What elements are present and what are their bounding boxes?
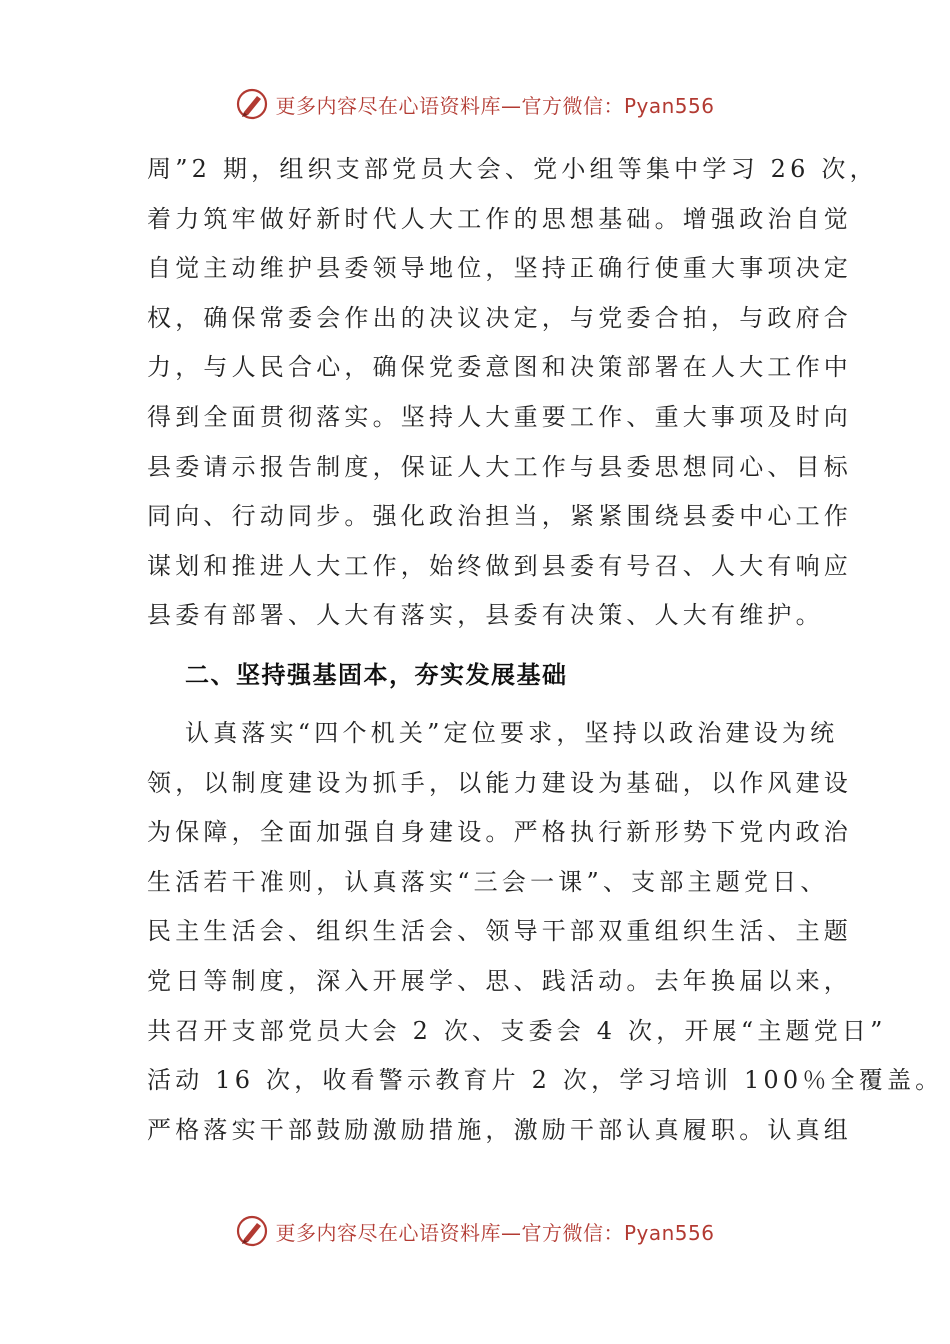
document-body	[147, 145, 944, 1155]
text-line: 得到全面贯彻落实。坚持人大重要工作、重大事项及时向	[147, 402, 852, 431]
text-line: 为保障，全面加强自身建设。严格执行新形势下党内政治	[147, 818, 852, 847]
text-line: 力，与人民合心，确保党委意图和决策部署在人大工作中	[147, 353, 852, 382]
paragraph-1	[147, 145, 878, 641]
text-line: 自觉主动维护县委领导地位，坚持正确行使重大事项决定	[147, 254, 852, 283]
pen-logo-icon	[235, 87, 269, 121]
pen-logo-icon	[235, 1214, 269, 1248]
header-banner	[0, 84, 950, 124]
text-line: 共召开支部党员大会 2 次、支委会 4 次，开展“主题党日”	[147, 1016, 887, 1045]
text-line: 权，确保常委会作出的决议决定，与党委合拍，与政府合	[147, 303, 852, 332]
text-line: 周”2 期，组织支部党员大会、党小组等集中学习 26 次，	[147, 155, 878, 183]
text-line: 县委有部署、人大有落实，县委有决策、人大有维护。	[147, 601, 824, 630]
text-line: 着力筑牢做好新时代人大工作的思想基础。增强政治自觉	[147, 204, 852, 233]
text-line: 生活若干准则，认真落实“三会一课”、支部主题党日、	[147, 867, 829, 896]
text-line: 民主生活会、组织生活会、领导干部双重组织生活、主题	[147, 917, 852, 946]
paragraph-2	[147, 709, 944, 1155]
footer-banner	[0, 1211, 950, 1251]
text-line: 党日等制度，深入开展学、思、践活动。去年换届以来，	[147, 966, 852, 995]
text-line: 领，以制度建设为抓手，以能力建设为基础，以作风建设	[147, 768, 852, 797]
text-line: 县委请示报告制度，保证人大工作与县委思想同心、目标	[147, 452, 852, 481]
text-line: 严格落实干部鼓励激励措施，激励干部认真履职。认真组	[147, 1115, 852, 1144]
text-line: 活动 16 次，收看警示教育片 2 次，学习培训 100％全覆盖。	[147, 1066, 944, 1095]
header-banner-text: 更多内容尽在心语资料库—官方微信：Pyan556	[275, 93, 715, 118]
text-line: 认真落实“四个机关”定位要求，坚持以政治建设为统	[185, 718, 839, 747]
text-line: 谋划和推进人大工作，始终做到县委有号召、人大有响应	[147, 551, 852, 580]
text-line: 同向、行动同步。强化政治担当，紧紧围绕县委中心工作	[147, 502, 852, 531]
footer-banner-text: 更多内容尽在心语资料库—官方微信：Pyan556	[275, 1220, 715, 1245]
section-heading: 二、坚持强基固本，夯实发展基础	[185, 660, 568, 689]
